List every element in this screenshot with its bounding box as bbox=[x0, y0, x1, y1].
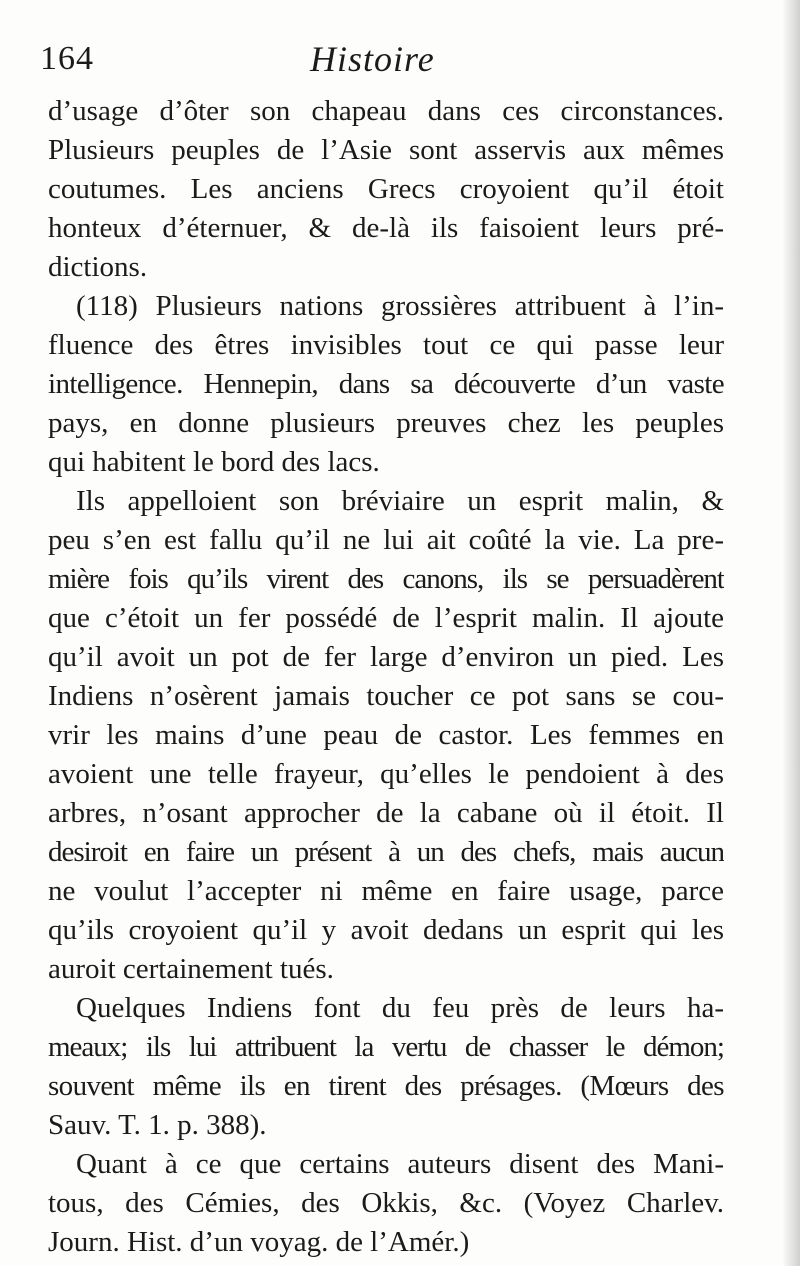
text-line: mière fois qu’ils virent des canons, ils se persuadèrent bbox=[48, 563, 724, 595]
text-line: fluence des êtres invisibles tout ce qui passe leur bbox=[48, 329, 724, 361]
text-line: dictions. bbox=[48, 251, 148, 283]
text-line: que c’étoit un fer possédé de l’esprit malin. Il ajoute bbox=[48, 602, 724, 634]
text-line: tous, des Cémies, des Okkis, &c. (Voyez Charlev. bbox=[48, 1187, 724, 1219]
text-line: avoient une telle frayeur, qu’elles le pendoient à des bbox=[48, 758, 724, 790]
paragraph-start: Ils appelloient son bréviaire un esprit malin, & bbox=[76, 485, 724, 517]
text-line: Indiens n’osèrent jamais toucher ce pot sans se cou- bbox=[48, 680, 724, 712]
text-line: qu’il avoit un pot de fer large d’environ un pied. Les bbox=[48, 641, 724, 673]
text-line: souvent même ils en tirent des présages. (Mœurs des bbox=[48, 1070, 724, 1102]
text-line: qui habitent le bord des lacs. bbox=[48, 446, 380, 478]
page-edge-shadow bbox=[782, 0, 800, 1266]
text-line: Sauv. T. 1. p. 388). bbox=[48, 1109, 267, 1141]
text-line: auroit certainement tués. bbox=[48, 953, 334, 985]
text-line: d’usage d’ôter son chapeau dans ces circonstances. bbox=[48, 95, 724, 127]
text-line: peu s’en est fallu qu’il ne lui ait coûté la vie. La pre- bbox=[48, 524, 724, 556]
text-line: ne voulut l’accepter ni même en faire usage, parce bbox=[48, 875, 724, 907]
text-line: qu’ils croyoient qu’il y avoit dedans un esprit qui les bbox=[48, 914, 724, 946]
text-line: arbres, n’osant approcher de la cabane où il étoit. Il bbox=[48, 797, 724, 829]
text-line: honteux d’éternuer, & de-là ils faisoient leurs pré- bbox=[48, 212, 724, 244]
text-line: intelligence. Hennepin, dans sa découverte d’un vaste bbox=[48, 368, 724, 400]
running-title: Histoire bbox=[310, 39, 435, 79]
text-line: coutumes. Les anciens Grecs croyoient qu’il étoit bbox=[48, 173, 724, 205]
page-header bbox=[40, 36, 770, 88]
note-118-start: (118) Plusieurs nations grossières attribuent à l’in- bbox=[76, 290, 724, 322]
text-line: pays, en donne plusieurs preuves chez les peuples bbox=[48, 407, 724, 439]
text-line: Journ. Hist. d’un voyag. de l’Amér.) bbox=[48, 1226, 470, 1258]
page-number: 164 bbox=[40, 40, 94, 77]
text-line: meaux; ils lui attribuent la vertu de chasser le démon; bbox=[48, 1031, 724, 1063]
body-text bbox=[48, 92, 724, 1262]
text-line: vrir les mains d’une peau de castor. Les femmes en bbox=[48, 719, 724, 751]
paragraph-start: Quant à ce que certains auteurs disent des Mani- bbox=[76, 1148, 724, 1180]
text-line: Plusieurs peuples de l’Asie sont asservis aux mêmes bbox=[48, 134, 724, 166]
text-line: desiroit en faire un présent à un des chefs, mais aucun bbox=[48, 836, 724, 868]
paragraph-start: Quelques Indiens font du feu près de leurs ha- bbox=[76, 992, 724, 1024]
